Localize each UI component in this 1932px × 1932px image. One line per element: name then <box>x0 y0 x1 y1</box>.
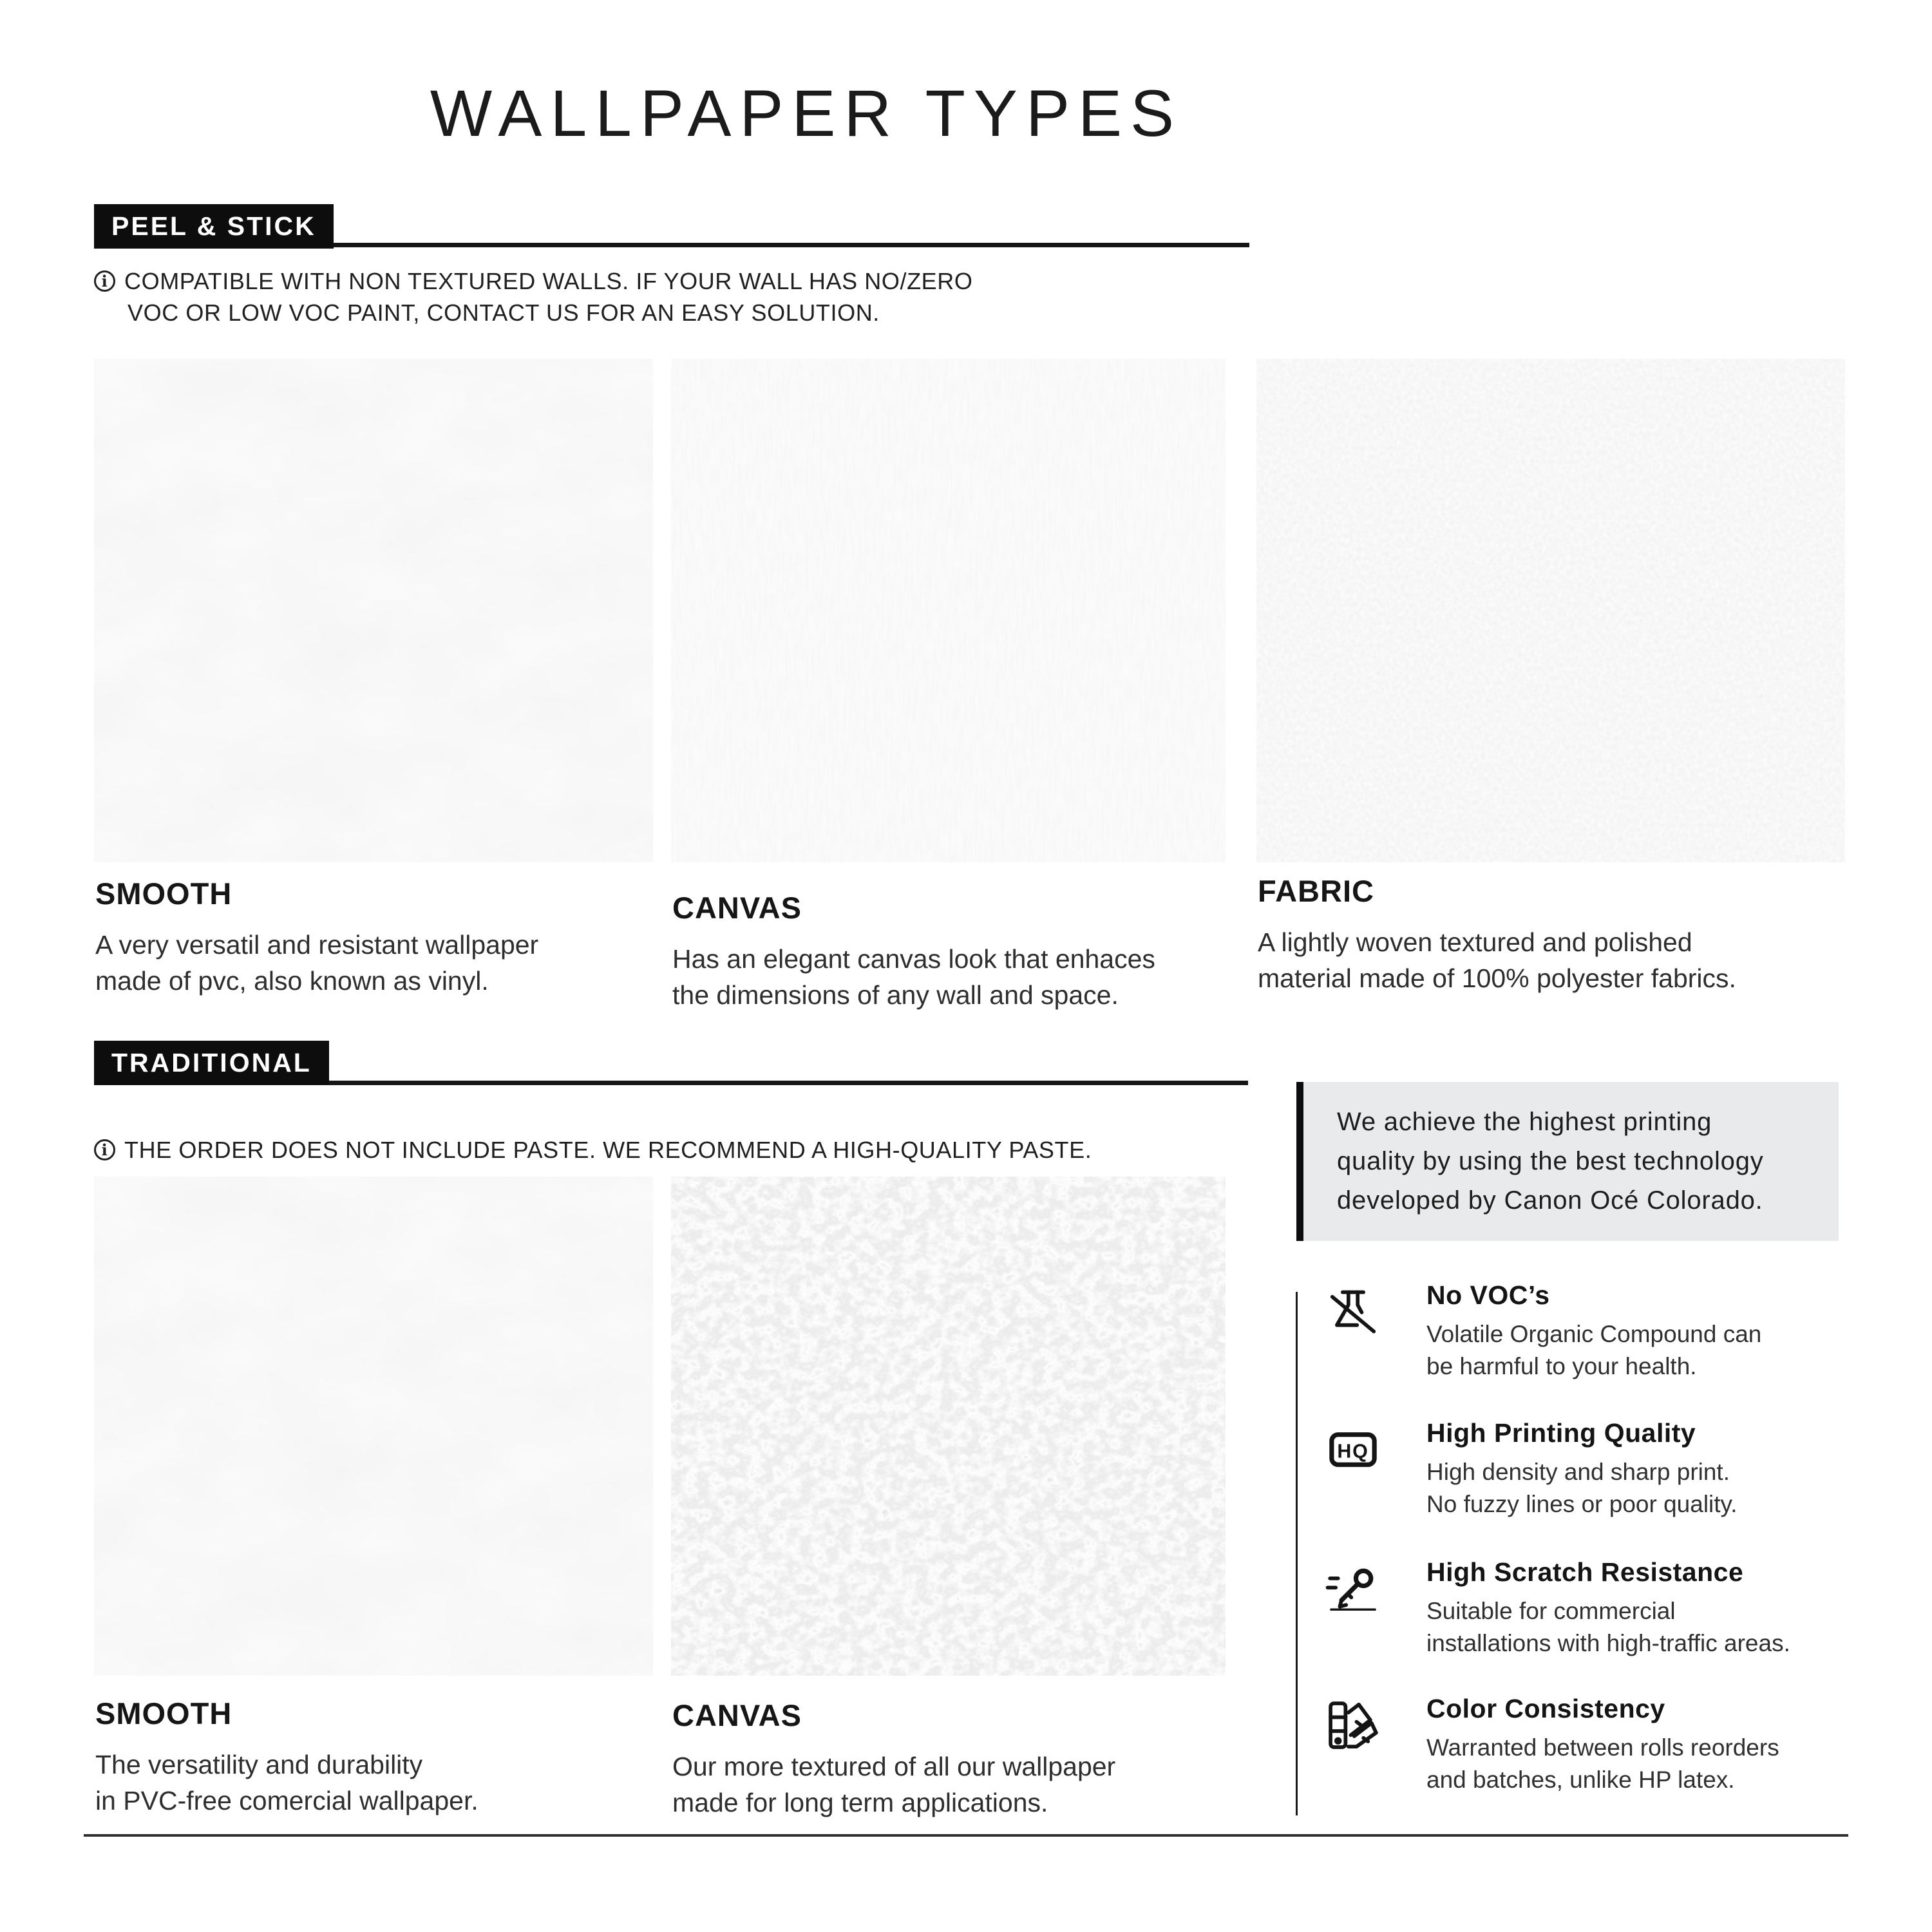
feature-no-voc <box>1325 1280 1848 1383</box>
swatch-desc-line: made of pvc, also known as vinyl. <box>95 966 489 996</box>
swatch-desc-line: A very versatil and resistant wallpaper <box>95 930 539 960</box>
canvas-caption <box>672 890 1155 1013</box>
peel-stick-note-line-2: VOC OR LOW VOC PAINT, CONTACT US FOR AN EASY SOLUTION. <box>128 299 880 326</box>
note-text: THE ORDER DOES NOT INCLUDE PASTE. WE RECOMMEND A HIGH-QUALITY PASTE. <box>124 1136 1092 1163</box>
feature-desc-line: High density and sharp print. <box>1426 1459 1730 1485</box>
swatch-desc-line: A lightly woven textured and polished <box>1258 927 1692 957</box>
feature-text <box>1426 1418 1848 1520</box>
feature-title: High Printing Quality <box>1426 1418 1696 1448</box>
feature-title: High Scratch Resistance <box>1426 1557 1744 1587</box>
peel-stick-section-label: PEEL & STICK <box>94 204 334 249</box>
feature-desc-line: No fuzzy lines or poor quality. <box>1426 1491 1738 1517</box>
peel-stick-note-line-1 <box>94 263 973 297</box>
fabric-texture-swatch <box>1256 359 1845 862</box>
hq-badge-icon <box>1325 1422 1381 1477</box>
swatch-desc-line: Our more textured of all our wallpaper <box>672 1752 1116 1781</box>
traditional-note-line-1 <box>94 1132 1092 1166</box>
quality-note-line: developed by Canon Océ Colorado. <box>1337 1186 1763 1215</box>
smooth-texture-swatch <box>94 359 653 862</box>
swatch-desc-line: made for long term applications. <box>672 1788 1048 1817</box>
bottom-divider-rule <box>84 1834 1848 1837</box>
swatch-title: FABRIC <box>1258 874 1374 908</box>
traditional-smooth-caption <box>95 1696 478 1819</box>
swatch-desc-line: Has an elegant canvas look that enhaces <box>672 944 1155 974</box>
swatch-title: SMOOTH <box>95 1696 232 1730</box>
traditional-note <box>94 1132 1092 1166</box>
traditional-smooth-texture-swatch <box>94 1177 653 1676</box>
feature-title: Color Consistency <box>1426 1694 1665 1723</box>
feature-high-printing-quality <box>1325 1418 1848 1520</box>
feature-high-scratch-resistance <box>1325 1557 1848 1660</box>
feature-desc-line: be harmful to your health. <box>1426 1353 1697 1379</box>
feature-desc-line: installations with high-traffic areas. <box>1426 1630 1790 1656</box>
feature-desc-line: Volatile Organic Compound can <box>1426 1321 1762 1347</box>
note-text: COMPATIBLE WITH NON TEXTURED WALLS. IF YOUR WALL HAS NO/ZERO <box>124 267 973 294</box>
info-icon: i <box>94 270 115 292</box>
color-swatchbook-icon <box>1325 1698 1381 1753</box>
no-voc-flask-icon <box>1325 1284 1381 1340</box>
swatch-desc-line: material made of 100% polyester fabrics. <box>1258 963 1736 993</box>
feature-desc-line: Warranted between rolls reorders <box>1426 1734 1779 1761</box>
peel-stick-note <box>94 263 973 328</box>
swatch-title: SMOOTH <box>95 876 232 911</box>
swatch-desc-line: The versatility and durability <box>95 1750 423 1779</box>
printing-quality-callout <box>1296 1082 1839 1241</box>
quality-note-line: quality by using the best technology <box>1337 1147 1764 1175</box>
traditional-canvas-texture-swatch <box>671 1177 1226 1676</box>
feature-color-consistency <box>1325 1694 1848 1796</box>
feature-title: No VOC’s <box>1426 1280 1550 1310</box>
traditional-section-label: TRADITIONAL <box>94 1041 329 1085</box>
info-icon: i <box>94 1139 115 1160</box>
feature-desc-line: and batches, unlike HP latex. <box>1426 1766 1735 1793</box>
quality-note-line: We achieve the highest printing <box>1337 1108 1712 1136</box>
svg-text:HQ: HQ <box>1337 1440 1369 1463</box>
fabric-caption <box>1258 873 1736 996</box>
feature-text <box>1426 1557 1848 1660</box>
scratch-key-icon <box>1325 1561 1381 1616</box>
traditional-canvas-caption <box>672 1698 1115 1821</box>
feature-text <box>1426 1694 1848 1796</box>
feature-text <box>1426 1280 1848 1383</box>
swatch-desc-line: in PVC-free comercial wallpaper. <box>95 1786 478 1815</box>
page-title: WALLPAPER TYPES <box>430 77 1183 150</box>
swatch-title: CANVAS <box>672 891 802 925</box>
smooth-caption <box>95 876 538 999</box>
swatch-desc-line: the dimensions of any wall and space. <box>672 980 1119 1010</box>
feature-desc-line: Suitable for commercial <box>1426 1598 1676 1624</box>
swatch-title: CANVAS <box>672 1698 802 1732</box>
features-divider-rule <box>1296 1292 1298 1815</box>
canvas-texture-swatch <box>671 359 1226 862</box>
